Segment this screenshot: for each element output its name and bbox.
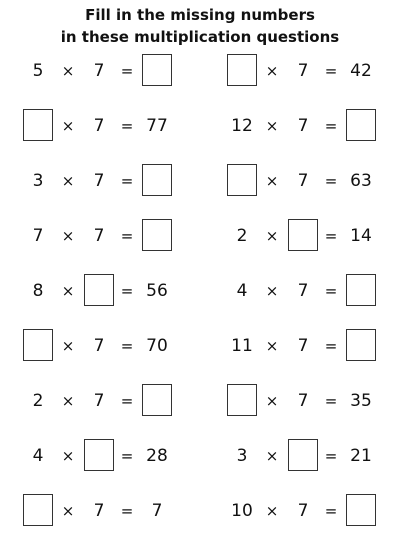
second-factor: 7	[297, 171, 309, 191]
second-factor: 7	[93, 391, 105, 411]
answer-box[interactable]	[142, 54, 172, 86]
equals-sign: =	[120, 117, 134, 135]
equals-sign: =	[120, 172, 134, 190]
equals-sign: =	[324, 447, 338, 465]
first-factor: 3	[32, 171, 44, 191]
times-sign: ×	[265, 337, 279, 355]
first-factor: 4	[236, 281, 248, 301]
worksheet-title	[0, 4, 400, 48]
equals-sign: =	[324, 392, 338, 410]
equals-sign: =	[324, 227, 338, 245]
second-factor: 7	[93, 336, 105, 356]
first-factor: 11	[231, 336, 253, 356]
question-10	[226, 273, 386, 309]
product: 42	[350, 61, 372, 81]
times-sign: ×	[61, 337, 75, 355]
equals-sign: =	[120, 227, 134, 245]
product: 14	[350, 226, 372, 246]
equals-sign: =	[324, 502, 338, 520]
answer-box[interactable]	[23, 109, 53, 141]
times-sign: ×	[265, 392, 279, 410]
question-15	[22, 438, 182, 474]
question-14	[226, 383, 386, 419]
answer-box[interactable]	[227, 384, 257, 416]
answer-box[interactable]	[346, 329, 376, 361]
question-17	[22, 493, 182, 529]
second-factor: 7	[297, 501, 309, 521]
product: 70	[146, 336, 168, 356]
answer-box[interactable]	[142, 219, 172, 251]
times-sign: ×	[61, 227, 75, 245]
second-factor: 7	[93, 61, 105, 81]
answer-box[interactable]	[288, 219, 318, 251]
answer-box[interactable]	[23, 329, 53, 361]
question-9	[22, 273, 182, 309]
times-sign: ×	[265, 172, 279, 190]
product: 7	[151, 501, 163, 521]
answer-box[interactable]	[227, 164, 257, 196]
times-sign: ×	[61, 117, 75, 135]
first-factor: 2	[32, 391, 44, 411]
times-sign: ×	[265, 447, 279, 465]
question-18	[226, 493, 386, 529]
times-sign: ×	[61, 282, 75, 300]
product: 77	[146, 116, 168, 136]
equals-sign: =	[324, 172, 338, 190]
product: 56	[146, 281, 168, 301]
second-factor: 7	[93, 226, 105, 246]
times-sign: ×	[265, 117, 279, 135]
second-factor: 7	[297, 61, 309, 81]
product: 35	[350, 391, 372, 411]
second-factor: 7	[93, 171, 105, 191]
first-factor: 10	[231, 501, 253, 521]
question-3	[22, 108, 182, 144]
times-sign: ×	[265, 502, 279, 520]
equals-sign: =	[120, 282, 134, 300]
equals-sign: =	[324, 62, 338, 80]
answer-box[interactable]	[84, 439, 114, 471]
product: 28	[146, 446, 168, 466]
equals-sign: =	[324, 282, 338, 300]
answer-box[interactable]	[84, 274, 114, 306]
answer-box[interactable]	[346, 274, 376, 306]
times-sign: ×	[61, 392, 75, 410]
equals-sign: =	[324, 337, 338, 355]
question-1	[22, 53, 182, 89]
equals-sign: =	[120, 62, 134, 80]
answer-box[interactable]	[142, 384, 172, 416]
answer-box[interactable]	[227, 54, 257, 86]
question-13	[22, 383, 182, 419]
first-factor: 2	[236, 226, 248, 246]
first-factor: 12	[231, 116, 253, 136]
title-line-1: Fill in the missing numbers	[85, 6, 315, 24]
times-sign: ×	[61, 62, 75, 80]
first-factor: 8	[32, 281, 44, 301]
times-sign: ×	[61, 502, 75, 520]
second-factor: 7	[297, 336, 309, 356]
times-sign: ×	[265, 282, 279, 300]
product: 63	[350, 171, 372, 191]
second-factor: 7	[93, 501, 105, 521]
question-2	[226, 53, 386, 89]
title-line-2: in these multiplication questions	[60, 28, 340, 46]
answer-box[interactable]	[346, 494, 376, 526]
times-sign: ×	[61, 172, 75, 190]
first-factor: 5	[32, 61, 44, 81]
equals-sign: =	[120, 337, 134, 355]
question-12	[226, 328, 386, 364]
question-7	[22, 218, 182, 254]
question-11	[22, 328, 182, 364]
second-factor: 7	[297, 116, 309, 136]
question-5	[22, 163, 182, 199]
question-8	[226, 218, 386, 254]
second-factor: 7	[297, 281, 309, 301]
first-factor: 4	[32, 446, 44, 466]
question-4	[226, 108, 386, 144]
equals-sign: =	[120, 447, 134, 465]
answer-box[interactable]	[23, 494, 53, 526]
question-16	[226, 438, 386, 474]
answer-box[interactable]	[346, 109, 376, 141]
second-factor: 7	[93, 116, 105, 136]
answer-box[interactable]	[288, 439, 318, 471]
second-factor: 7	[297, 391, 309, 411]
first-factor: 3	[236, 446, 248, 466]
question-6	[226, 163, 386, 199]
equals-sign: =	[324, 117, 338, 135]
equals-sign: =	[120, 502, 134, 520]
equals-sign: =	[120, 392, 134, 410]
first-factor: 7	[32, 226, 44, 246]
times-sign: ×	[265, 62, 279, 80]
answer-box[interactable]	[142, 164, 172, 196]
times-sign: ×	[265, 227, 279, 245]
times-sign: ×	[61, 447, 75, 465]
product: 21	[350, 446, 372, 466]
